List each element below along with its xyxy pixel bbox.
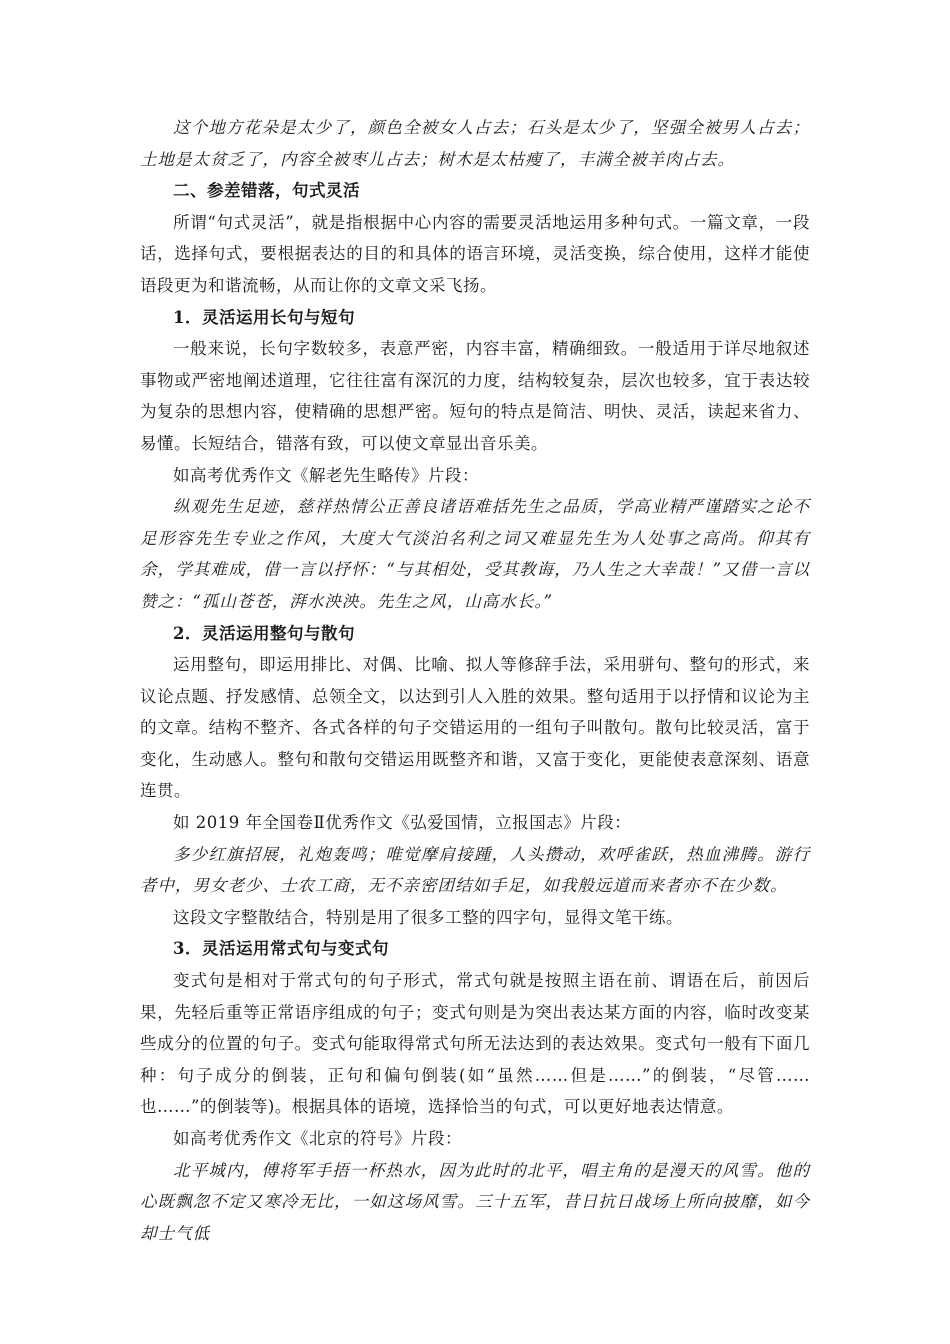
subsection-heading: 1．灵活运用长句与短句 <box>173 307 355 327</box>
excerpt-paragraph: 多少红旗招展，礼炮轰鸣；唯觉摩肩接踵，人头攒动，欢呼雀跃，热血沸腾。游行者中，男女老少、士农工商，无不亲密团结如手足，如我般远道而来者亦不在少数。 <box>140 844 810 896</box>
subsection-heading: 3．灵活运用常式句与变式句 <box>173 939 389 959</box>
excerpt-paragraph: 纵观先生足迹，慈祥热情公正善良诸语难括先生之品质，学高业精严谨踏实之论不足形容先生专业之作风，大度大气淡泊名利之词又难显先生为人处事之高尚。仰其有余，学其难成，借一言以抒怀：“与其相处，受其教诲，乃人生之大幸哉！”又借一言以赞之：“孤山苍苍，湃水泱泱。先生之风，山高水长。” <box>140 497 810 611</box>
body-paragraph: 变式句是相对于常式句的句子形式，常式句就是按照主语在前、谓语在后，前因后果，先轻后重等正常语序组成的句子；变式句则是为突出表达某方面的内容，临时改变某些成分的位置的句子。变式句能取得常式句所无法达到的表达效果。变式句一般有下面几种：句子成分的倒装，正句和偏句倒装(如“虽然……但是……”的倒装，“尽管……也……”的倒装等)。根据具体的语境，选择恰当的句式，可以更好地表达情意。 <box>140 971 810 1117</box>
body-paragraph: 一般来说，长句字数较多，表意严密，内容丰富，精确细致。一般适用于详尽地叙述事物或严密地阐述道理，它往往富有深沉的力度，结构较复杂，层次也较多，宜于表达较为复杂的思想内容，使精确的思想严密。短句的特点是简洁、明快、灵活，读起来省力、易懂。长短结合，错落有致，可以使文章显出音乐美。 <box>140 339 810 453</box>
example-intro: 如高考优秀作文《北京的符号》片段： <box>173 1129 462 1148</box>
excerpt-paragraph: 这个地方花朵是太少了，颜色全被女人占去；石头是太少了，坚强全被男人占去；土地是太贫乏了，内容全被枣儿占去；树木是太枯瘦了，丰满全被羊肉占去。 <box>140 118 810 169</box>
body-paragraph: 所谓“句式灵活”，就是指根据中心内容的需要灵活地运用多种句式。一篇文章，一段话，选择句式，要根据表达的目的和具体的语言环境，灵活变换，综合使用，这样才能使语段更为和谐流畅，从而让你的文章文采飞扬。 <box>140 212 810 295</box>
excerpt-paragraph: 北平城内，傅将军手捂一杯热水，因为此时的北平，唱主角的是漫天的风雪。他的心既飘忽不定又寒冷无比，一如这场风雪。三十五军，昔日抗日战场上所向披靡，如今却士气低 <box>140 1160 810 1243</box>
body-paragraph: 运用整句，即运用排比、对偶、比喻、拟人等修辞手法，采用骈句、整句的形式，来议论点题、抒发感情、总领全文，以达到引人入胜的效果。整句适用于以抒情和议论为主的文章。结构不整齐、各式各样的句子交错运用的一组句子叫散句。散句比较灵活，富于变化，生动感人。整句和散句交错运用既整齐和谐，又富于变化，更能使表意深刻、语意连贯。 <box>140 655 810 801</box>
example-intro: 如 2019 年全国卷Ⅱ优秀作文《弘爱国情，立报国志》片段： <box>173 813 632 833</box>
document-body <box>140 112 810 1249</box>
subsection-heading: 2．灵活运用整句与散句 <box>173 623 355 643</box>
body-paragraph: 这段文字整散结合，特别是用了很多工整的四字句，显得文笔干练。 <box>173 907 683 927</box>
section-heading: 二、参差错落，句式灵活 <box>173 181 360 201</box>
example-intro: 如高考优秀作文《解老先生略传》片段： <box>173 465 479 485</box>
